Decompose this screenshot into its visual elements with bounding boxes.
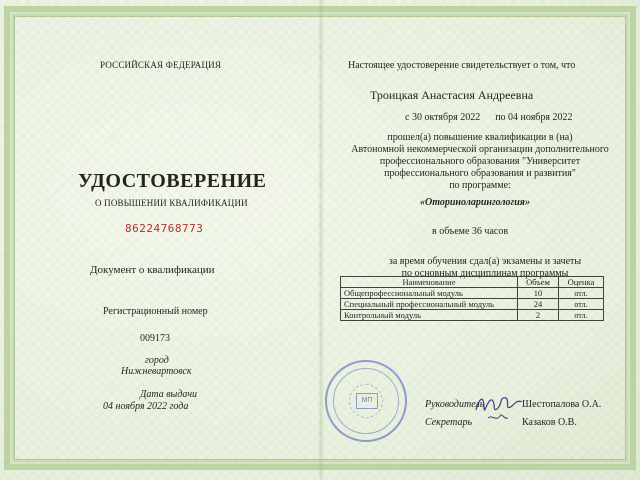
program-hours: в объеме 36 часов <box>432 226 509 237</box>
grades-table <box>340 276 604 321</box>
by-program-text: по программе: <box>449 180 511 191</box>
organization-block <box>345 132 615 192</box>
recipient-name: Троицкая Анастасия Андреевна <box>370 88 534 102</box>
row-volume: 2 <box>518 310 559 321</box>
head-name: Шестопалова О.А. <box>522 399 602 410</box>
row-name: Контрольный модуль <box>341 310 518 321</box>
program-name: «Оториноларингология» <box>420 197 530 208</box>
row-grade: отл. <box>559 299 604 310</box>
table-row <box>341 310 604 321</box>
exams-line-1: за время обучения сдал(а) экзамены и зачеты <box>388 256 582 267</box>
head-role: Руководитель <box>425 399 485 410</box>
serial-number: 86224768773 <box>125 222 204 235</box>
registration-label: Регистрационный номер <box>103 306 208 317</box>
seal-mark: МП <box>356 393 378 409</box>
exams-line-2: по основным дисциплинам программы <box>401 268 569 279</box>
page-fold <box>318 0 324 480</box>
document-subtitle: О ПОВЫШЕНИИ КВАЛИФИКАЦИИ <box>95 198 248 208</box>
secretary-name: Казаков О.В. <box>522 417 577 428</box>
training-period: с 30 октября 2022 по 04 ноября 2022 <box>405 112 573 123</box>
organization-name: Автономной некоммерческой организации дополнительного профессионального образования "Университет профессионального образования и развития" <box>351 144 609 179</box>
table-row <box>341 299 604 310</box>
city-value: Нижневартовск <box>121 366 192 377</box>
certifies-text: Настоящее удостоверение свидетельствует о том, что <box>348 60 576 71</box>
row-volume: 24 <box>518 299 559 310</box>
issue-date: 04 ноября 2022 года <box>103 401 189 412</box>
country-label: РОССИЙСКАЯ ФЕДЕРАЦИЯ <box>100 60 222 70</box>
header-grade: Оценка <box>559 277 604 288</box>
issue-date-label: Дата выдачи <box>140 389 198 400</box>
secretary-role: Секретарь <box>425 417 473 428</box>
header-name: Наименование <box>341 277 518 288</box>
table-header-row <box>341 277 604 288</box>
document-kind: Документ о квалификации <box>90 264 215 276</box>
row-volume: 10 <box>518 288 559 299</box>
row-name: Общепрофессиональный модуль <box>341 288 518 299</box>
header-volume: Объем <box>518 277 559 288</box>
city-label: город <box>145 355 169 366</box>
row-grade: отл. <box>559 288 604 299</box>
passed-text: прошел(а) повышение квалификации в (на) <box>387 132 573 143</box>
row-grade: отл. <box>559 310 604 321</box>
handwritten-signature <box>470 388 530 428</box>
table-row <box>341 288 604 299</box>
row-name: Специальный профессиональный модуль <box>341 299 518 310</box>
registration-number: 009173 <box>140 333 170 344</box>
document-title: УДОСТОВЕРЕНИЕ <box>78 170 267 192</box>
